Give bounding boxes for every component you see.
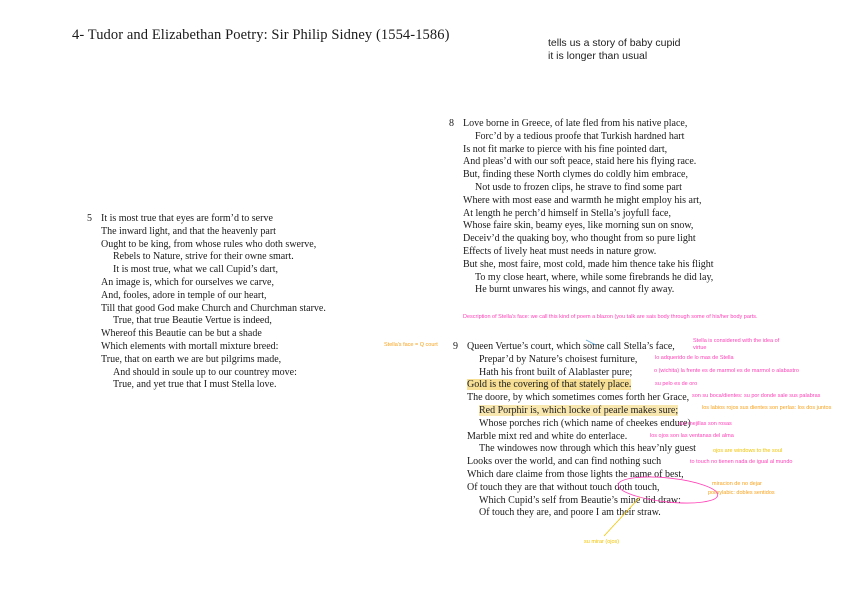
poem-line: The inward light, and that the heavenly part: [101, 225, 276, 237]
poem-line: Effects of lively heat must needs in nature grow.: [463, 245, 657, 257]
poem-line: The windowes now through which this heav’nly guest: [479, 443, 696, 455]
page-title: 4- Tudor and Elizabethan Poetry: Sir Philip Sidney (1554-1586): [72, 27, 450, 43]
note-line: it is longer than usual: [548, 49, 648, 62]
poem-line: He burnt unwares his wings, and cannot fly away.: [475, 284, 675, 296]
poem-line: Till that good God make Church and Churchman starve.: [101, 302, 326, 314]
annotation-blazon: Description of Stella's face: we call this kind of poem a blazon (you talk are sais body through some of his/her body parts.: [463, 314, 758, 320]
annotation: to touch no tienen nada de igual al mundo: [690, 459, 793, 465]
annotation: son su boca/dientes: su por donde sale sus palabras: [692, 393, 821, 399]
poem-line: Which dare claime from those lights the name of best,: [467, 468, 684, 480]
annotation: los labios rojos sus dientes son perlas: los dos juntos: [702, 405, 832, 411]
poem-line: At length he perch’d himself in Stella’s joyfull face,: [463, 207, 671, 219]
annotation: miracion de no dejar: [712, 481, 762, 487]
poem-line: Ought to be king, from whose rules who doth swerve,: [101, 238, 317, 250]
poem-line: But she, most faire, most cold, made him thence take his flight: [463, 258, 714, 270]
poem-line: Is not fit marke to pierce with his fine pointed dart,: [463, 143, 668, 155]
sonnet-number: 9: [453, 341, 458, 352]
annotation-underline: [586, 340, 596, 345]
poem-line: But, finding these North clymes do coldly him embrace,: [463, 169, 688, 181]
annotation-stellas-face: Stella's face = Q court: [384, 342, 438, 348]
poem-line: Where with most ease and warmth he might employ his art,: [463, 194, 702, 206]
poem-line: Prepar’d by Nature’s choisest furniture,: [479, 353, 638, 365]
annotation: polisylabic: dobles sentidos: [708, 490, 775, 496]
poem-line: True, and yet true that I must Stella love.: [113, 379, 277, 391]
note-line: tells us a story of baby cupid: [548, 37, 681, 49]
poem-line: Hath his front built of Alablaster pure;: [479, 366, 633, 378]
poem-line: Whose porches rich (which name of cheekes endure): [479, 417, 691, 429]
poem-line: It is most true that eyes are form’d to serve: [101, 213, 273, 224]
poem-line: Forc’d by a tedious proofe that Turkish hardned hart: [475, 130, 685, 142]
poem-line: Looks over the world, and can find nothing such: [467, 456, 662, 468]
poem-line: True, that on earth we are but pilgrims made,: [101, 353, 282, 365]
poem-line: Which elements with mortall mixture breed:: [101, 340, 279, 352]
annotation: sus mejillas son rosas: [678, 421, 732, 427]
poem-line: Of touch they are that without touch doth touch,: [467, 481, 660, 493]
poem-line: An image is, which for ourselves we carve,: [101, 276, 274, 288]
poem-line: And should in soule up to our countrey move:: [113, 366, 297, 378]
poem-line: And pleas’d with our soft peace, staid here his flying race.: [463, 156, 697, 168]
annotation-circle: [617, 473, 719, 507]
annotation: los ojos son las ventanas del alma: [650, 433, 734, 439]
poem-line: True, that true Beautie Vertue is indeed,: [113, 315, 272, 327]
poem-line: Whose faire skin, beamy eyes, like morning sun on snow,: [463, 220, 694, 232]
annotation: su mirar (ojos): [584, 539, 620, 545]
poem-line: Which Cupid’s self from Beautie’s mine did draw:: [479, 494, 681, 506]
highlighted-text: Red Porphir is, which locke of pearle makes sure;: [479, 404, 679, 416]
annotation-arrow: [604, 497, 640, 536]
poem-line: Whereof this Beautie can be but a shade: [101, 328, 262, 340]
poem-line: Not usde to frozen clips, he strave to find some part: [475, 181, 682, 193]
poem-line: Deceiv’d the quaking boy, who thought from so pure light: [463, 233, 696, 245]
highlighted-text: Gold is the covering of that stately place.: [467, 379, 632, 391]
annotation: o (wichita) la frente es de marmol es de marmol o alabastro: [654, 368, 799, 374]
poem-line: The doore, by which sometimes comes forth her Grace,: [467, 392, 690, 404]
annotation: Stella is considered with the idea of virtue: [693, 338, 780, 351]
sonnet-number: 8: [449, 118, 454, 129]
poem-line: Marble mixt red and white do enterlace.: [467, 430, 628, 442]
sonnet-number: 5: [87, 213, 92, 224]
poem-line: It is most true, what we call Cupid’s dart,: [113, 264, 278, 276]
poem-line: To my close heart, where, while some firebrands he did lay,: [475, 271, 714, 283]
poem-line: Rebels to Nature, strive for their owne smart.: [113, 251, 294, 263]
poem-line: Queen Vertue’s court, which some call Stella’s face,: [467, 341, 675, 352]
poem-line: And, fooles, adore in temple of our heart,: [101, 289, 267, 301]
annotation: lo adquerido de lo mas de Stella: [655, 355, 734, 361]
poem-line: Of touch they are, and poore I am their straw.: [479, 507, 661, 519]
annotation: ojos are windows to the soul: [713, 448, 783, 454]
poem-line: Love borne in Greece, of late fled from his native place,: [463, 118, 688, 129]
annotation: su pelo es de oro: [655, 381, 698, 387]
